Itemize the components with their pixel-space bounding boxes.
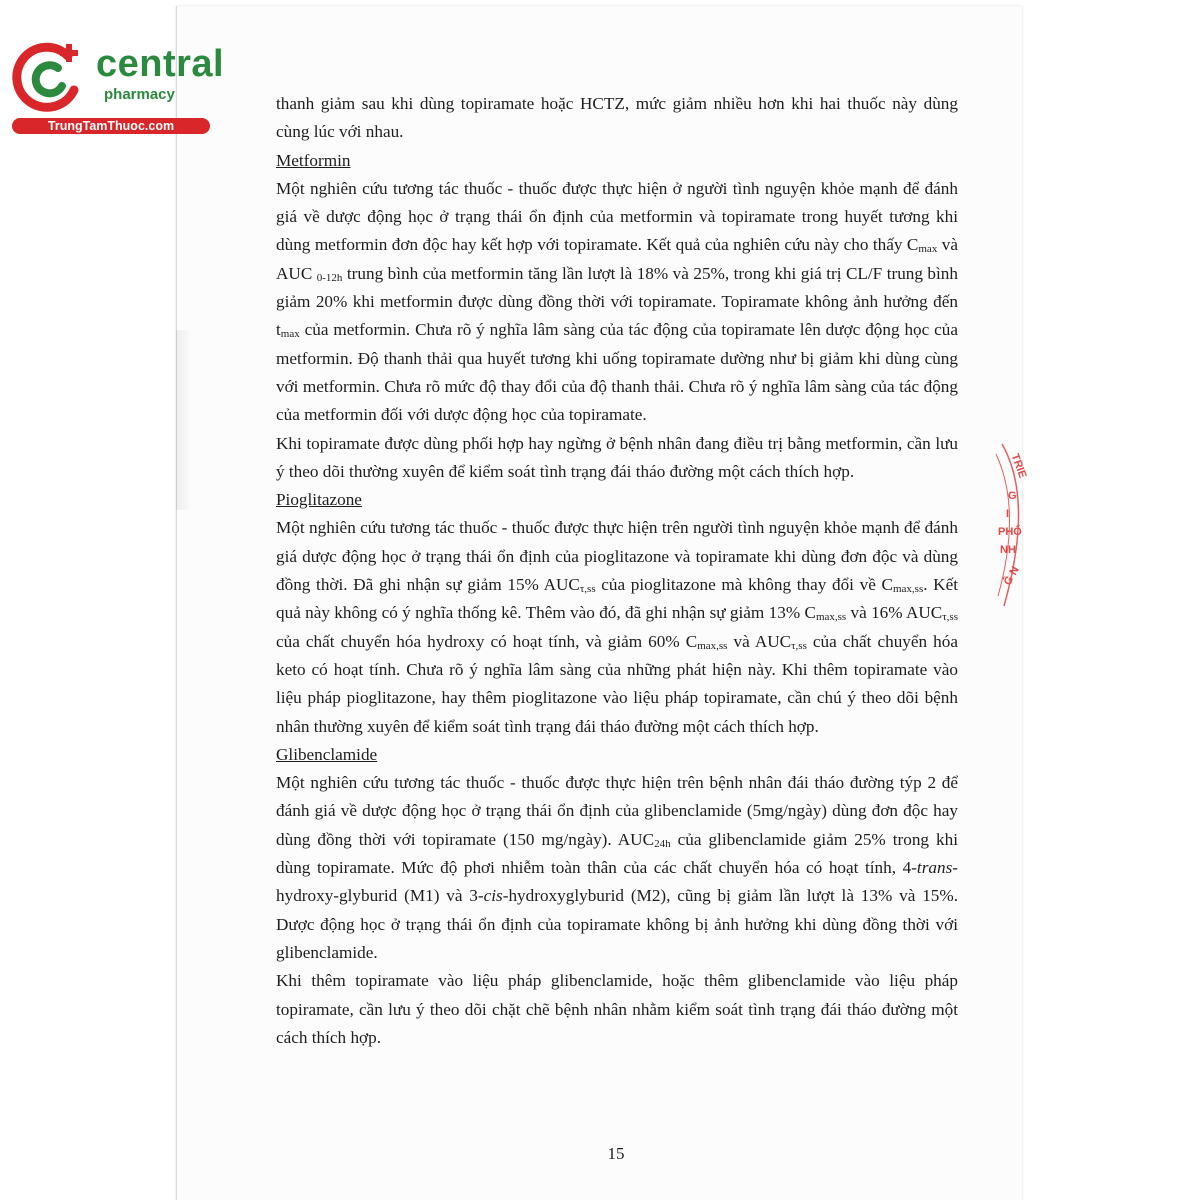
heading-pioglitazone: Pioglitazone — [276, 490, 362, 510]
paragraph-metformin-study — [276, 175, 958, 430]
text-run: của pioglitazone mà không thay đổi về C — [595, 575, 893, 595]
logo-name: central — [96, 43, 225, 85]
italic-term: trans — [916, 858, 953, 878]
text-run: của chất chuyển hóa keto có hoạt tính. Chưa rõ ý nghĩa lâm sàng của những phát hiện này. Khi thêm topiramate vào liệu pháp pioglitazone, hay thêm pioglitazone vào liệu pháp topiramate, cần chú ý theo dõi bệnh nhân thường xuyên để kiểm soát tình trạng đái tháo đường một cách thích hợp. — [276, 631, 958, 736]
logo-subtitle: pharmacy — [104, 86, 175, 103]
text-run: Một nghiên cứu tương tác thuốc - thuốc được thực hiện ở người tình nguyện khỏe mạnh để đánh giá về dược động học ở trạng thái ổn định của metformin và topiramate trong huyết tương khi dùng metformin đơn độc hay kết hợp với topiramate. Kết quả của nghiên cứu này cho thấy C — [276, 178, 958, 255]
subscript: 24h — [654, 837, 671, 850]
page-edge — [176, 6, 177, 1200]
heading-glibenclamide: Glibenclamide — [276, 744, 378, 764]
text-run: và AUC — [276, 235, 958, 283]
heading-metformin: Metformin — [276, 150, 351, 170]
paragraph-pioglitazone — [276, 514, 958, 740]
paragraph-glibenclamide-advice: Khi thêm topiramate vào liệu pháp glibenclamide, hoặc thêm glibenclamide vào liệu pháp topiramate, cần lưu ý theo dõi chặt chẽ bệnh nhân nhằm kiểm soát tình trạng đái tháo đường một cách thích hợp. — [276, 971, 958, 1047]
text-run: của metformin. Chưa rõ ý nghĩa lâm sàng của tác động của topiramate lên dược động học của metformin. Độ thanh thải qua huyết tương khi uống topiramate dường như bị giảm khi dùng cùng với metformin. Chưa rõ mức độ thay đổi của độ thanh thải. Chưa rõ ý nghĩa lâm sàng của tác động của metformin đối với dược động học của topiramate. — [276, 320, 958, 425]
stamp-text: NH — [1000, 544, 1016, 556]
text-run: . Kết quả này không có ý nghĩa thống kê. Thêm vào đó, đã ghi nhận sự giảm 13% C — [276, 575, 958, 623]
text-run: và 16% AUC — [846, 603, 943, 623]
stamp-text: TRIE — [1008, 452, 1029, 480]
text-run: của chất chuyển hóa hydroxy có hoạt tính, và giảm 60% C — [276, 631, 698, 651]
document-body — [276, 90, 958, 1052]
paragraph-metformin-advice: Khi topiramate được dùng phối hợp hay ngừng ở bệnh nhân đang điều trị bằng metformin, cần lưu ý theo dõi thường xuyên để kiểm soát tình trạng đái tháo đường một cách thích hợp. — [276, 433, 958, 481]
stamp-text: I — [1006, 508, 1010, 520]
subscript: max — [918, 243, 938, 256]
text-run: -hydroxy-glyburid (M1) và 3- — [276, 858, 958, 906]
text-run: Một nghiên cứu tương tác thuốc - thuốc được thực hiện trên bệnh nhân đái tháo đường týp 2 để đánh giá về dược động học ở trạng thái ổn định của glibenclamide (5mg/ngày) dùng đơn độc hay dùng đồng thời với topiramate (150 mg/ngày). AUC — [276, 773, 958, 849]
text-run: -hydroxyglyburid (M2), cũng bị giảm lần lượt là 13% và 15%. Dược động học ở trạng thái ổn định của topiramate không bị ảnh hưởng khi dùng đồng thời với glibenclamide. — [276, 886, 959, 962]
text-run: trung bình của metformin tăng lần lượt là 18% và 25%, trong khi giá trị CL/F trung bình giảm 20% khi metformin được dùng đồng thời với topiramate. Topiramate không ảnh hưởng đến t — [276, 263, 958, 340]
red-stamp-seal — [994, 440, 1044, 610]
text-run: Một nghiên cứu tương tác thuốc - thuốc được thực hiện trên người tình nguyện khỏe mạnh để đánh giá dược động học ở trạng thái ổn định của pioglitazone và topiramate khi dùng đơn độc và dùng đồng thời. Đã ghi nhận sự giảm 15% AUC — [276, 518, 958, 595]
paragraph-glibenclamide-study — [276, 769, 958, 967]
central-pharmacy-logo[interactable] — [10, 38, 225, 138]
subscript: max,ss — [892, 583, 924, 596]
subscript: max — [280, 328, 300, 341]
logo-url: TrungTamThuoc.com — [12, 118, 210, 134]
text-run: của glibenclamide giảm 25% trong khi dùng topiramate. Mức độ phơi nhiễm toàn thân của các chất chuyển hóa có hoạt tính, 4- — [276, 829, 959, 878]
stamp-text: Ĝ N — [1001, 564, 1022, 588]
subscript: max,ss — [815, 611, 847, 624]
subscript: τ,ss — [579, 583, 596, 596]
text-run: và AUC — [727, 631, 792, 651]
stamp-text: PHỐ — [998, 526, 1022, 538]
logo-mark-icon — [10, 38, 96, 118]
paragraph-hctz: thanh giảm sau khi dùng topiramate hoặc HCTZ, mức giảm nhiều hơn khi hai thuốc này dùng cùng lúc với nhau. — [276, 94, 958, 142]
page-fold-shadow — [176, 330, 192, 510]
subscript: τ,ss — [942, 611, 958, 624]
subscript: max,ss — [697, 639, 728, 652]
subscript: 0-12h — [316, 271, 343, 284]
page-number: 15 — [607, 1144, 625, 1163]
stamp-text: G — [1008, 490, 1017, 502]
italic-term: cis — [483, 886, 503, 906]
subscript: τ,ss — [791, 639, 807, 652]
